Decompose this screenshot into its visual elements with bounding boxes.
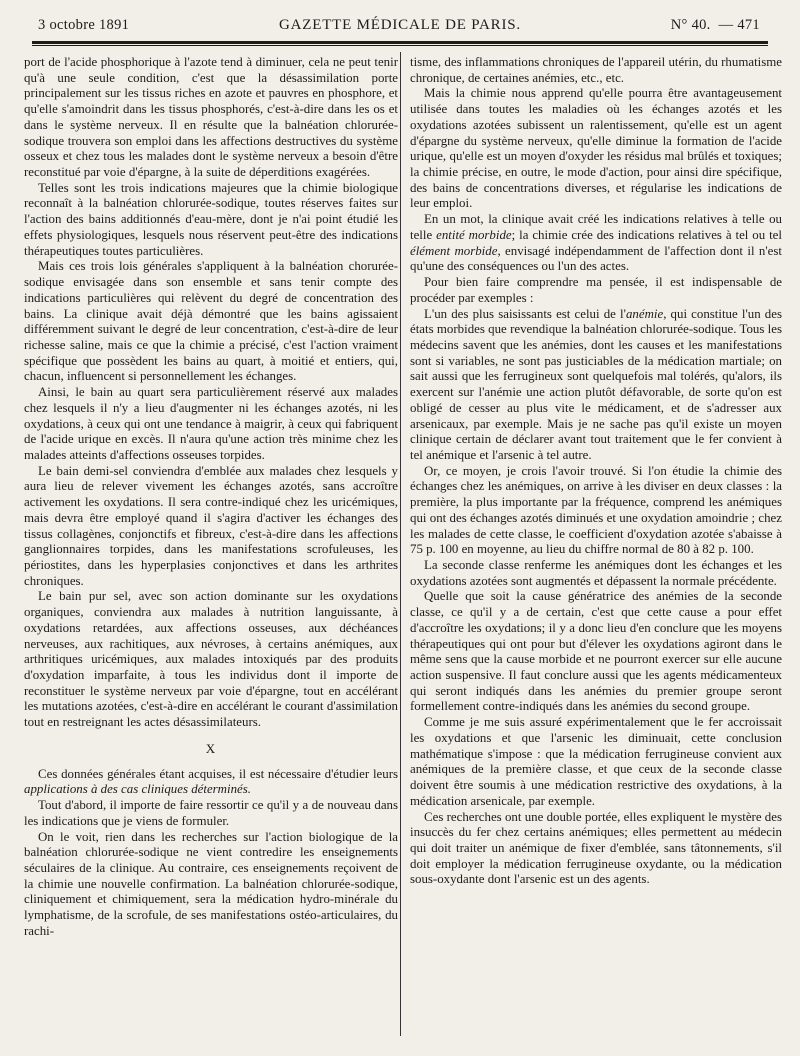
paragraph: Mais la chimie nous apprend qu'elle pourra être avantageusement utilisée dans toutes les maladies où les échanges azotés et les oxydations azotées subissent un ralentissement, qu'elle est un agent d'épargne du système nerveux, qu'elle diminue la formation de l'acide urique, qu'elle est un moyen d'oxyder les résidus mal brûlés et toxiques; la chimie précise, en outre, le mode d'action, pour ainsi dire spécifique, des bains de concentrations diverses, et régularise les indications de leur emploi. — [410, 86, 782, 211]
paragraph: Quelle que soit la cause génératrice des anémies de la seconde classe, ce qu'il y a de certain, c'est que cette cause a pour effet d'accroître les oxydations; il y a donc lieu d'en conclure que les moyens thérapeutiques qui ont pour but d'élever les oxydations agiront dans le même sens que la cause morbide et ne pourront exercer sur elle aucune action suspensive. Il faut conclure aussi que les agents médicamenteux qui seront indiqués dans les anémies du premier groupe seront formellement contre-indiqués dans les anémies du second groupe. — [410, 589, 782, 714]
paragraph: Ces recherches ont une double portée, elles expliquent le mystère des insuccès du fer chez certains anémiques; elles permettent au médecin qui doit traiter un anémique de fixer d'emblée, sans tâtonnements, s'il doit employer la médication ferrugineuse oxydante, ou la médication sous-oxydante dont l'arsenic est un des agents. — [410, 809, 782, 887]
paragraph: Pour bien faire comprendre ma pensée, il est indispensable de procéder par exemples : — [410, 275, 782, 305]
paragraph-text: , envisagé indépendamment de l'affection dont il n'est qu'une des conséquences ou l'un des actes. — [410, 243, 782, 274]
emphasis-text: applications à des cas cliniques déterminés. — [24, 782, 251, 797]
emphasis-text: élément morbide — [410, 243, 498, 258]
paragraph: tisme, des inflammations chroniques de l'appareil utérin, du rhumatisme chronique, de certaines anémies, etc., etc. — [410, 55, 782, 85]
running-header — [38, 14, 760, 36]
paragraph: Comme je me suis assuré expérimentalement que le fer accroissait les oxydations et que l'arsenic les diminuait, cette conclusion mathématique s'impose : que la médication ferrugineuse convient aux anémiques de la première classe, et que ceux de la seconde classe doivent être soumis à une médication restrictive des oxydations, à la médication arsenicale, par exemple. — [410, 715, 782, 808]
header-rule — [32, 41, 768, 46]
paragraph-text: L'un des plus saisissants est celui de l' — [424, 306, 626, 321]
paragraph-text: En un mot, la clinique avait créé les indications relatives à telle ou telle — [410, 212, 782, 242]
paragraph: Le bain pur sel, avec son action dominante sur les oxydations organiques, conviendra aux malades à nutrition languissante, à oxydations retardées, aux affections osseuses, aux déchéances nerveuses, aux rachitiques, aux névroses, à certains anémiques, aux arthritiques uricémiques, aux malades intoxiqués par des produits d'oxydation imparfaite, à tous les individus dont il importe de reconstituer le système nerveux par voie d'épargne, tout en accélérant les mutations azotées, c'est-à-dire en accélérant le courant d'assimilation tout en restreignant les actes désassimilateurs. — [24, 589, 398, 730]
paragraph — [24, 767, 398, 798]
paragraph: Tout d'abord, il importe de faire ressortir ce qu'il y a de nouveau dans les indications que je viens de formuler. — [24, 798, 398, 828]
paragraph: On le voit, rien dans les recherches sur l'action biologique de la balnéation chlorurée-sodique ne vient contredire les enseignements séculaires de la clinique. Au contraire, ces enseignements reçoivent de la chimie une nouvelle confirmation. La balnéation chlorurée-sodique, cliniquement et chimiquement, sera la médication hydro-minérale du lymphatisme, de la scrofule, de ses manifestations ostéo-articulaires, du rachi- — [24, 829, 398, 938]
paragraph-text: , qui constitue l'un des états morbides que revendique la balnéation chlorurée-sodique. Tous les médecins savent que les anémies, dont les causes et les manifestations sont si variables, ne sont pas justiciables de la médication martiale; on sait aussi que les ferrugineux sont quelquefois mal tolérés, qu'alors, ils exercent sur l'anémie une action plutôt défavorable, de sorte qu'on est obligé de cesser au plus vite le médicament, et de s'adresser aux arsenicaux, par exemple. Mais je ne sache pas qu'il existe un moyen clinique certain de déclarer avant tout traitement que le fer convient à tel anémique et l'arsenic à tel autre. — [410, 306, 782, 462]
emphasis-text: anémie — [625, 306, 664, 321]
issue-number: N° 40. — [670, 16, 711, 33]
left-column — [24, 55, 398, 940]
column-divider — [400, 52, 401, 1036]
section-number: X — [205, 740, 217, 756]
paragraph: port de l'acide phosphorique à l'azote tend à diminuer, cela ne peut tenir qu'à une seule condition, c'est que la désassimilation porte principalement sur les tissus riches en azote et pauvres en phosphore, et qu'elle s'amoindrit dans les tissus phosphorés, c'est-à-dire dans les os et dans le système nerveux. Il en résulte que la balnéation chlorurée-sodique trouvera son emploi dans les affections destructives du système osseux et chez tous les malades dont le système nerveux a besoin d'être reconstitué par voie d'épargne, à la suite de déperditions exagérées. — [24, 55, 398, 180]
header-date: 3 octobre 1891 — [38, 16, 130, 33]
paragraph-text: Ces données générales étant acquises, il est nécessaire d'étudier leurs — [38, 766, 398, 781]
paragraph: La seconde classe renferme les anémiques dont les échanges et les oxydations azotées sont augmentés et dépassent la normale précédente. — [410, 558, 782, 588]
emphasis-text: entité morbide — [436, 227, 512, 242]
publication-title: GAZETTE MÉDICALE DE PARIS. — [279, 16, 521, 33]
page-number: — 471 — [718, 16, 760, 33]
paragraph: Ainsi, le bain au quart sera particulièrement réservé aux malades chez lesquels il n'y a lieu d'augmenter ni les échanges azotés, ni les oxydations, à ceux qui ont une tendance à maigrir, à ceux qui fabriquent de l'acide urique en excès. Il n'aura qu'une action très minime chez les malades atteints d'affections osseuses torpides. — [24, 385, 398, 462]
paragraph: Le bain demi-sel conviendra d'emblée aux malades chez lesquels y aura lieu de relever vivement les échanges azotés, sans accroître activement les oxydations. Il sera contre-indiqué chez les uricémiques, mais devra être employé quand il s'agira d'activer les échanges des tissus collagènes, conjonctifs et fibreux, c'est-à-dire dans les affections ganglionnaires torpides, dans les manifestations scrofuleuses, les périostites, dans les hyperplasies conjonctives et dans les arthrites chroniques. — [24, 463, 398, 588]
paragraph — [410, 307, 782, 464]
paragraph: Mais ces trois lois générales s'appliquent à la balnéation chorurée-sodique envisagée dans son ensemble et sans tenir compte des indications particulières qui relèvent du degré de concentration des bains. La clinique avait déjà démontré que les bains agissaient différemment suivant le degré de leur concentration, c'est-à-dire de leur richesse saline, mais ce que la chimie a précisé, c'est l'action vraiment spécifique que possèdent les bains au quart, à moitié et entiers, qui, chacun, influencent si personnellement les échanges. — [24, 259, 398, 384]
right-column — [410, 55, 782, 888]
paragraph: Telles sont les trois indications majeures que la chimie biologique reconnaît à la balnéation chlorurée-sodique, toutes réserves faites sur l'action des bains additionnés d'eau-mère, dont je n'ai point étudié les effets physiologiques, lesquels nous réservent peut-être des indications thérapeutiques toutes particulières. — [24, 180, 398, 258]
paragraph: Or, ce moyen, je crois l'avoir trouvé. Si l'on étudie la chimie des échanges chez les anémiques, on arrive à les diviser en deux classes : la première, la plus importante par la fréquence, comprend les anémiques qui ont des échanges azotés diminués et une oxydation amoindrie ; chez les malades de cette classe, le coefficient d'oxydation azotée s'abaisse à 75 p. 100 en moyenne, au lieu du chiffre normal de 80 à 82 p. 100. — [410, 463, 782, 557]
paragraph-text: ; la chimie crée des indications relatives à tel ou tel — [511, 227, 782, 242]
header-issue-page — [671, 17, 760, 34]
paragraph — [410, 212, 782, 275]
